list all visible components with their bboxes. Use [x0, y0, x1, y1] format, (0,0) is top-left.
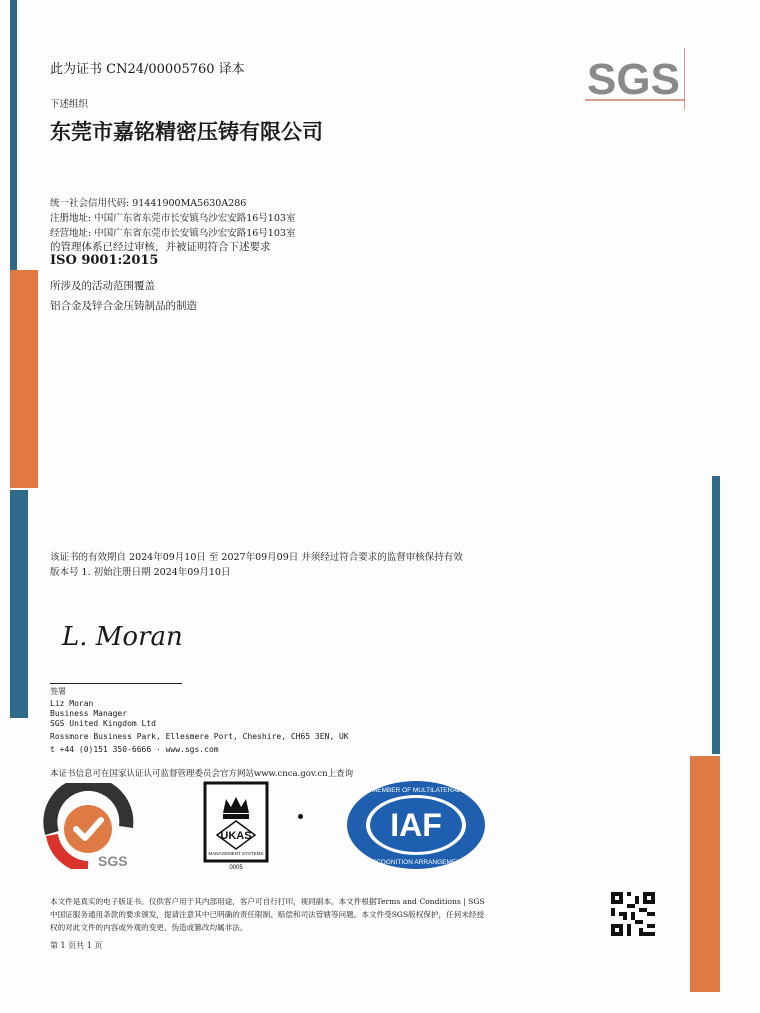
operating-address: 经营地址: 中国广东省东莞市长安镇乌沙宏安路16号103室	[50, 228, 296, 239]
right-blue-bar	[712, 476, 720, 754]
left-blue-bar-top	[10, 0, 17, 270]
iaf-logo	[345, 779, 487, 871]
company-name: 东莞市嘉铭精密压铸有限公司	[50, 120, 323, 144]
signer-address: Rossmore Business Park, Ellesmere Port, Cheshire, CH65 3EN, UK	[50, 732, 349, 741]
cnca-note: 本证书信息可在国家认证认可监督管理委员会官方网站www.cnca.gov.cn上查询	[50, 769, 354, 779]
left-blue-bar-bottom	[10, 490, 28, 718]
dot-mark	[298, 814, 303, 819]
sgs-logo-text: SGS	[587, 55, 680, 104]
iaf-bottom-text: RECOGNITION ARRANGEMENT	[367, 859, 465, 866]
signer-name: Liz Moran	[50, 699, 94, 708]
sgs-certification-seal	[40, 783, 136, 869]
ukas-subtext: MANAGEMENT SYSTEMS	[208, 851, 264, 856]
iaf-top-text: MEMBER OF MULTILATERAL	[371, 787, 461, 794]
ukas-logo	[201, 779, 271, 871]
scope: 铝合金及锌合金压铸制品的制造	[50, 300, 197, 312]
signer-contact: t +44 (0)151 350-6666 · www.sgs.com	[50, 745, 219, 754]
footer-line-1: 本文件是真实的电子版证书。仅供客户用于其内部用途，客户可自行打印，视同副本。本文件根据Terms and Conditions | SGS	[50, 897, 485, 906]
registered-address: 注册地址: 中国广东省东莞市长安镇乌沙宏安路16号103室	[50, 213, 296, 224]
signer-company: SGS United Kingdom Ltd	[50, 719, 156, 728]
signer-title: Business Manager	[50, 709, 128, 718]
left-orange-bar	[10, 270, 38, 488]
footer-line-2: 中国证服务通用条款的要求颁发，提请注意其中已明确的责任限制、赔偿和司法管辖等问题。本文件受SGS版权保护，任何未经授	[50, 910, 485, 919]
right-orange-bar	[690, 756, 720, 992]
credit-code: 统一社会信用代码: 91441900MA5630A286	[50, 198, 247, 209]
seal-sgs-text: SGS	[98, 853, 128, 869]
ukas-number: 0005	[229, 865, 243, 871]
qr-code[interactable]	[611, 892, 655, 936]
system-statement: 的管理体系已经过审核，并被证明符合下述要求	[50, 241, 271, 253]
validity-period: 该证书的有效期自 2024年09月10日 至 2027年09月09日 并须经过符合要求的监督审核保持有效	[50, 552, 463, 563]
ukas-text: UKAS	[220, 830, 252, 842]
certificate-number: 此为证书 CN24/00005760 译本	[50, 62, 245, 77]
standard: ISO 9001:2015	[50, 253, 159, 268]
scope-label: 所涉及的活动范围覆盖	[50, 280, 155, 292]
org-intro: 下述组织	[50, 99, 89, 110]
version-line: 版本号 1. 初始注册日期 2024年09月10日	[50, 567, 231, 578]
signature: L. Moran	[62, 622, 183, 652]
signature-label: 签署	[50, 687, 66, 696]
iaf-text: IAF	[390, 807, 442, 843]
footer-line-3: 权的对此文件的内容或外观的变更、伪造或篡改均属非法。	[50, 923, 248, 932]
sgs-logo	[585, 48, 685, 110]
page-number: 第 1 页共 1 页	[50, 941, 103, 950]
signature-line	[50, 683, 182, 684]
